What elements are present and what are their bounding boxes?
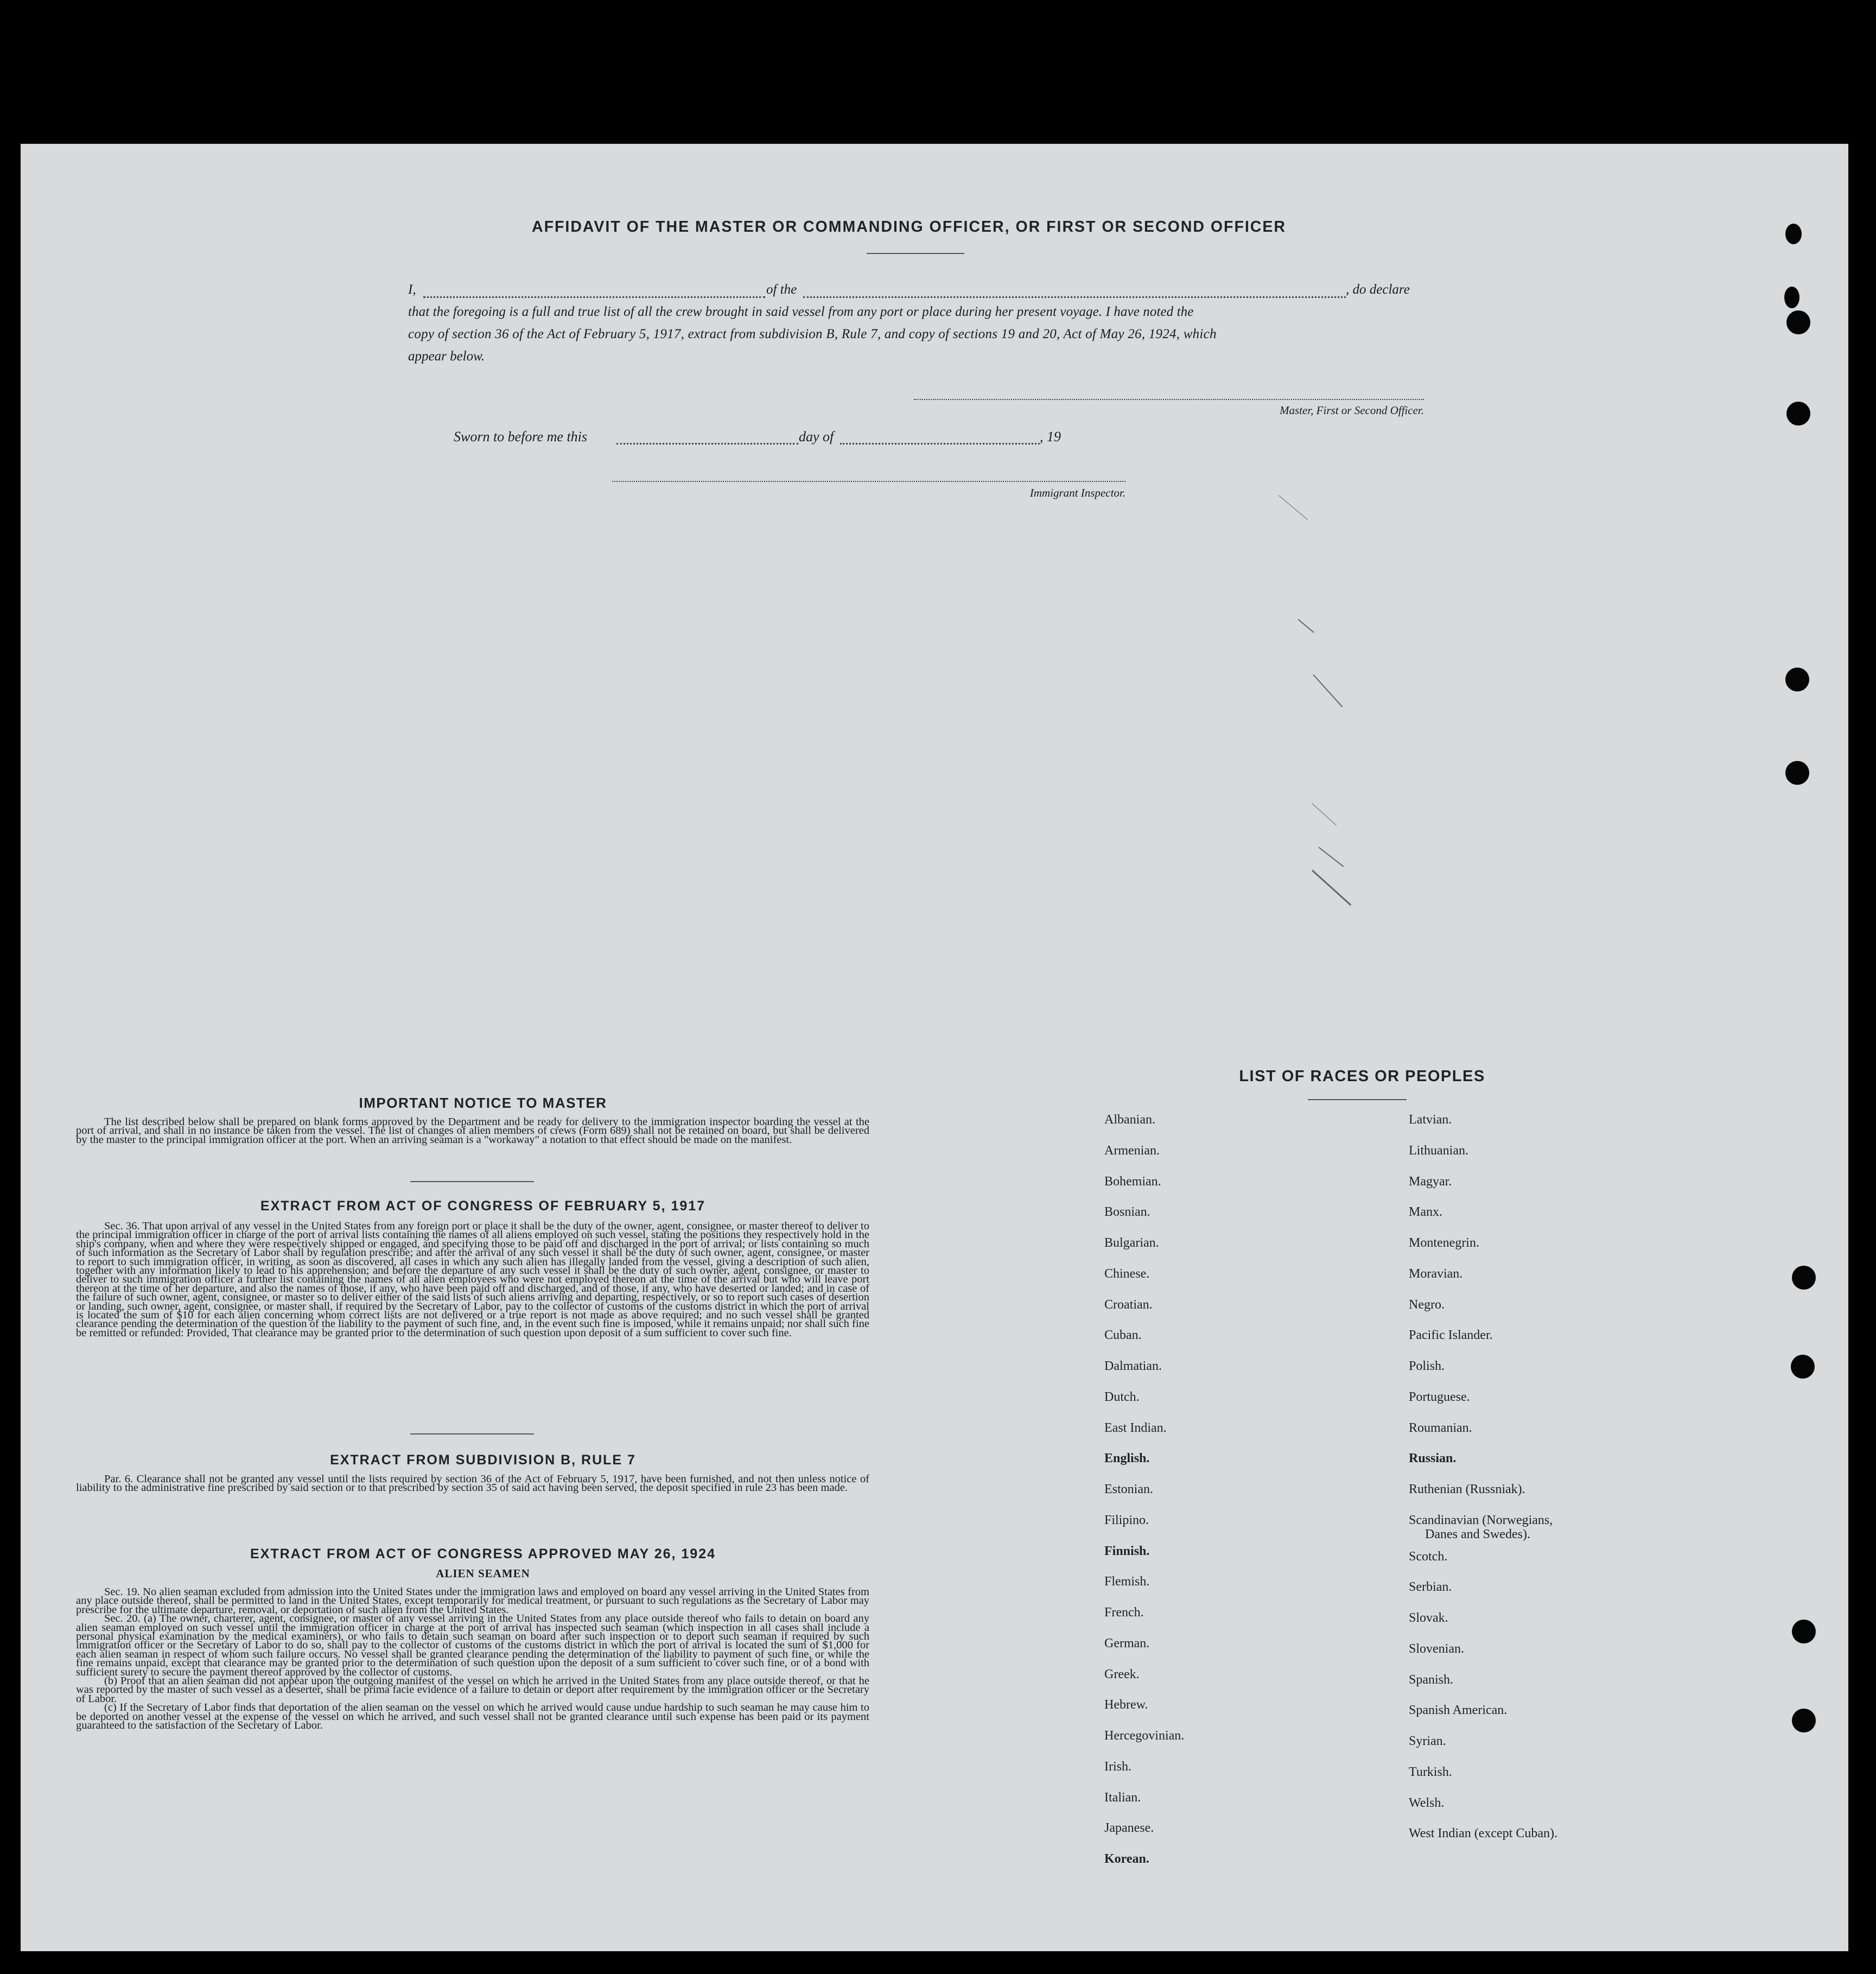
inspector-label: Immigrant Inspector. xyxy=(1029,486,1125,499)
sworn-label: Sworn to before me this xyxy=(454,429,588,445)
race-item: Bosnian. xyxy=(1104,1205,1150,1220)
alien-seamen-subtitle: ALIEN SEAMEN xyxy=(436,1567,530,1580)
punch-hole xyxy=(1785,224,1802,244)
race-item: Manx. xyxy=(1409,1205,1442,1220)
race-item: Welsh. xyxy=(1409,1795,1445,1810)
race-item: Filipino. xyxy=(1104,1513,1149,1527)
master-name-blank[interactable] xyxy=(423,296,765,298)
race-item: Roumanian. xyxy=(1409,1420,1472,1435)
race-item: German. xyxy=(1104,1636,1150,1651)
race-item: Estonian. xyxy=(1104,1482,1153,1496)
day-of-label: day of xyxy=(799,429,834,445)
race-item: Magyar. xyxy=(1409,1174,1452,1189)
divider xyxy=(410,1433,534,1435)
races-title: LIST OF RACES OR PEOPLES xyxy=(1239,1068,1485,1085)
race-item: Croatian. xyxy=(1104,1297,1153,1312)
race-item: Portuguese. xyxy=(1409,1389,1470,1404)
race-item: Turkish. xyxy=(1409,1764,1452,1779)
race-item: Dalmatian. xyxy=(1104,1359,1162,1373)
race-item: French. xyxy=(1104,1605,1144,1620)
title-divider xyxy=(867,253,964,254)
race-item: Russian. xyxy=(1409,1451,1457,1466)
race-item: Irish. xyxy=(1104,1759,1131,1774)
punch-hole xyxy=(1792,1620,1816,1643)
section-20b-paragraph: (b) Proof that an alien seaman did not appear upon the outgoing manifest of the vessel on which he arrived in the United States from any place outside thereof, or that he was reported by the master of such vessel as a deserter, shall be prima facie evidence of a failure to detain or deport after requirement by the immigration officer or the Secretary of Labor. xyxy=(76,1675,869,1705)
extract-1924-title: EXTRACT FROM ACT OF CONGRESS APPROVED MAY 26, 1924 xyxy=(250,1546,716,1562)
extract-1917-title: EXTRACT FROM ACT OF CONGRESS OF FEBRUARY 5, 1917 xyxy=(260,1198,706,1214)
race-item: Japanese. xyxy=(1104,1821,1154,1836)
notice-title: IMPORTANT NOTICE TO MASTER xyxy=(359,1095,607,1111)
do-declare-label: , do declare xyxy=(1346,282,1410,297)
race-item: Negro. xyxy=(1409,1297,1445,1312)
section-36-paragraph: Sec. 36. That upon arrival of any vessel in the United States from any foreign port or place it shall be the duty of the owner, agent, consignee, or master thereof to deliver to the principal immigration officer in charge of the port of arrival lists containing the names of all aliens employed on such vessel, stating the positions they respectively hold in the ship's company, when and where they were respectively shipped or engaged, and specifying those to be paid off and discharged in the port of arrival; or lists containing so much of such information as the Secretary of Labor shall by regulation prescribe; and after the arrival of any such vessel it shall be the duty of such owner, agent, consignee, or master to report to such immigration officer, in writing, as soon as discovered, all cases in which any such alien has illegally landed from the vessel, giving a description of such alien, together with any information likely to lead to his apprehension; and before the departure of any such vessel it shall be the duty of such owner, agent, consignee, or master to deliver to such immigration officer a further list containing the names of all alien employees who were not employed thereon at the time of the arrival but who will leave port thereon at the time of her departure, and also the names of those, if any, who have been paid off and discharged, and of those, if any, who have deserted or landed; and in case of the failure of such owner, agent, consignee, or master so to deliver either of the said lists of such aliens arriving and departing, respectively, or so to report such cases of desertion or landing, such owner, agent, consignee, or master shall, if required by the Secretary of Labor, pay to the collector of customs of the customs district in which the port of arrival is located the sum of $10 for each alien concerning whom correct lists are not delivered or a true report is not made as above required; and no such vessel shall be granted clearance pending the determination of the question of the liability to the payment of such fine, and, in the event such fine is imposed, while it remains unpaid; nor shall such fine be remitted or refunded: Provided, That clearance may be granted prior to the determination of such question upon deposit of a sum sufficient to cover such fine. xyxy=(76,1220,869,1339)
punch-hole xyxy=(1792,1266,1816,1290)
section-20a-paragraph: Sec. 20. (a) The owner, charterer, agent, consignee, or master of any vessel arriving in the United States from any place outside thereof who fails to detain on board any alien seaman employed on such vessel until the immigration officer in charge at the port of arrival has inspected such seaman (which inspection in all cases shall include a personal physical examination by the medical examiners), or who fails to detain such seaman on board after such inspection or to deport such seaman if required by such immigration officer or the Secretary of Labor to do so, shall pay to the collector of customs of the customs district in which the port of arrival is located the sum of $1,000 for each alien seaman in respect of whom such failure occurs. No vessel shall be granted clearance pending the determination of the liability to payment of such fine, or while the fine remains unpaid, except that clearance may be granted prior to the determination of such question upon the deposit of a sum sufficient to cover such fine, or of a bond with sufficient surety to secure the payment thereof approved by the collector of customs. xyxy=(76,1613,869,1678)
race-item: Hebrew. xyxy=(1104,1698,1148,1712)
race-item: Cuban. xyxy=(1104,1328,1142,1343)
race-item: East Indian. xyxy=(1104,1420,1167,1435)
extract-1917-body xyxy=(76,1222,869,1337)
affidavit-title: AFFIDAVIT OF THE MASTER OR COMMANDING OFFICER, OR FIRST OR SECOND OFFICER xyxy=(532,218,1286,236)
declare-line-4: appear below. xyxy=(408,349,485,364)
notice-body xyxy=(76,1118,869,1144)
race-item: Hercegovinian. xyxy=(1104,1729,1185,1743)
divider xyxy=(1308,1099,1407,1100)
race-item: Bulgarian. xyxy=(1104,1236,1159,1250)
race-item: Latvian. xyxy=(1409,1113,1452,1127)
section-20c-paragraph: (c) If the Secretary of Labor finds that deportation of the alien seaman on the vessel on which he arrived would cause undue hardship to such seaman he may cause him to be deported on another vessel at the expense of the vessel on which he arrived, and such vessel shall not be granted clearance until such expense has been paid or its payment guaranteed to the satisfaction of the Secretary of Labor. xyxy=(76,1702,869,1732)
punch-hole xyxy=(1784,287,1799,308)
race-item: Albanian. xyxy=(1104,1113,1155,1127)
of-the-label: of the xyxy=(766,282,797,297)
divider xyxy=(410,1181,534,1182)
race-item: Spanish American. xyxy=(1409,1703,1508,1718)
race-item: Spanish. xyxy=(1409,1672,1454,1687)
subdivision-b-body xyxy=(76,1475,869,1493)
race-item: Polish. xyxy=(1409,1359,1445,1373)
race-item: Finnish. xyxy=(1104,1544,1150,1558)
declare-line-3: copy of section 36 of the Act of February 5, 1917, extract from subdivision B, Rule 7, and copy of sections 19 and 20, Act of May 26, 1924, which xyxy=(408,327,1217,341)
declare-line-2: that the foregoing is a full and true list of all the crew brought in said vessel from any port or place during her present voyage. I have noted the xyxy=(408,304,1194,319)
race-item: Italian. xyxy=(1104,1790,1141,1805)
extract-1924-body xyxy=(76,1588,869,1730)
race-item: Slovak. xyxy=(1409,1611,1448,1625)
punch-hole xyxy=(1791,1355,1815,1379)
punch-hole xyxy=(1792,1709,1816,1732)
subdivision-b-title: EXTRACT FROM SUBDIVISION B, RULE 7 xyxy=(330,1452,636,1468)
notice-paragraph: The list described below shall be prepared on blank forms approved by the Department and be ready for delivery to the immigration inspector boarding the vessel at the port of arrival, and shall in no instance be taken from the vessel. The list of changes of alien members of crews (Form 689) shall not be retained on board, but shall be delivered by the master to the principal immigration officer at the port. When an arriving seaman is a "workaway" a notation to that effect should be made on the manifest. xyxy=(76,1116,869,1146)
par-6-paragraph: Par. 6. Clearance shall not be granted any vessel until the lists required by section 36 of the Act of February 5, 1917, have been furnished, and not then unless notice of liability to the administrative fine prescribed by said section or to that prescribed by section 35 of said act having been served, the deposit specified in rule 23 has been made. xyxy=(76,1473,869,1494)
declare-line-1 xyxy=(408,282,1426,301)
punch-hole xyxy=(1785,761,1809,785)
race-item: Ruthenian (Russniak). xyxy=(1409,1482,1525,1496)
race-item: Korean. xyxy=(1104,1852,1149,1866)
master-signature-label: Master, First or Second Officer. xyxy=(1280,404,1424,417)
race-item: Slovenian. xyxy=(1409,1641,1464,1656)
vessel-name-blank[interactable] xyxy=(803,296,1346,298)
race-item: Dutch. xyxy=(1104,1389,1140,1404)
punch-hole xyxy=(1785,668,1809,691)
race-item-continuation: Danes and Swedes). xyxy=(1425,1527,1530,1541)
race-item: Syrian. xyxy=(1409,1734,1446,1748)
year-label: , 19 xyxy=(1040,429,1061,445)
race-item: Scotch. xyxy=(1409,1549,1448,1564)
race-item: West Indian (except Cuban). xyxy=(1409,1826,1557,1841)
race-item: Bohemian. xyxy=(1104,1174,1161,1189)
punch-hole xyxy=(1786,310,1810,334)
race-item: Lithuanian. xyxy=(1409,1143,1468,1158)
race-item: English. xyxy=(1104,1451,1150,1466)
master-signature-line[interactable] xyxy=(914,399,1424,400)
punch-hole xyxy=(1786,402,1810,426)
section-19-paragraph: Sec. 19. No alien seaman excluded from admission into the United States under the immigration laws and employed on board any vessel arriving in the United States from any place outside thereof, shall be permitted to land in the United States, except temporarily for medical treatment, or pursuant to such regulations as the Secretary of Labor may prescribe for the ultimate departure, removal, or deportation of such alien from the United States. xyxy=(76,1586,869,1616)
race-item: Chinese. xyxy=(1104,1266,1150,1281)
race-item: Scandinavian (Norwegians, xyxy=(1409,1513,1553,1527)
sworn-month-blank[interactable] xyxy=(840,443,1040,445)
sworn-day-blank[interactable] xyxy=(616,443,798,445)
race-item: Flemish. xyxy=(1104,1575,1150,1589)
race-item: Greek. xyxy=(1104,1667,1140,1681)
race-item: Montenegrin. xyxy=(1409,1236,1479,1250)
sworn-line xyxy=(454,429,1105,447)
race-item: Serbian. xyxy=(1409,1580,1452,1595)
inspector-signature-line[interactable] xyxy=(612,481,1125,482)
race-item: Moravian. xyxy=(1409,1266,1463,1281)
race-item: Armenian. xyxy=(1104,1143,1160,1158)
race-item: Pacific Islander. xyxy=(1409,1328,1493,1343)
i-label: I, xyxy=(408,282,416,297)
